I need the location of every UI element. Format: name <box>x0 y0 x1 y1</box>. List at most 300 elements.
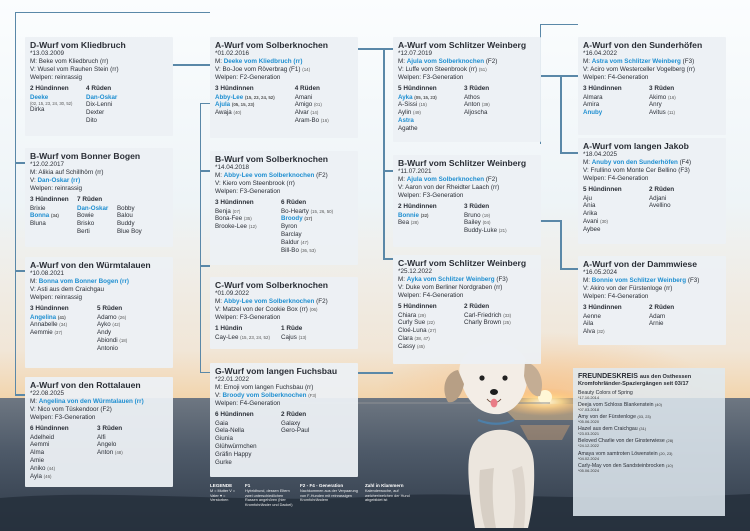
connector-line <box>200 170 210 172</box>
puppy-group-header: 3 Hündinnen <box>30 305 69 313</box>
father-line <box>583 285 721 293</box>
puppy-name-text: Gräfin Happy <box>215 450 252 458</box>
litter-card <box>578 138 726 244</box>
puppy-note: (15, 23, 24, 52) <box>240 334 270 340</box>
puppy-group-header: 1 Rüde <box>281 325 303 333</box>
connector-line <box>540 75 578 77</box>
puppy-group <box>215 199 281 254</box>
father-key: V: <box>398 66 406 74</box>
freundeskreis-title: FREUNDESKREIS <box>578 373 638 380</box>
puppy-name <box>398 117 464 125</box>
mother-line <box>215 298 353 306</box>
welpen-value: F3-Generation <box>422 74 464 82</box>
connector-line <box>15 12 16 394</box>
mother-line <box>30 398 168 406</box>
mother-key: M: <box>215 298 224 306</box>
puppy-group <box>215 325 281 341</box>
puppy-name <box>398 312 464 320</box>
puppy-name-text: Barclay <box>281 231 302 239</box>
puppy-group-header: 5 Hündinnen <box>398 303 437 311</box>
puppy-name <box>281 239 353 247</box>
mother-generation: (F2) <box>316 298 328 306</box>
connector-line <box>383 128 385 258</box>
puppy-name-text: Clara <box>398 335 413 343</box>
puppy-name <box>97 314 157 322</box>
puppy-name <box>281 215 353 223</box>
puppy-name-text: Aram-Bo <box>294 117 320 125</box>
welpen-key: Welpen: <box>30 294 53 302</box>
puppy-name-text: Gurke <box>215 458 232 466</box>
puppy-name <box>30 205 77 213</box>
puppy-name <box>215 208 281 216</box>
puppy-name-text: Andy <box>97 329 112 337</box>
puppy-name-text: Awaja <box>215 109 232 117</box>
legend-item <box>210 483 242 503</box>
welpen-value: F4-Generation <box>607 175 649 183</box>
puppy-name <box>86 109 141 117</box>
legend-item <box>365 483 410 503</box>
puppy-name-text: Amira <box>583 101 600 109</box>
litter-title: A-Wurf von den Rottalauen <box>30 380 141 390</box>
friend-entry <box>578 402 720 413</box>
puppy-group-header: 6 Hündinnen <box>215 411 254 419</box>
puppy-group <box>117 196 157 235</box>
puppy-note: (05, 15, 23) <box>231 102 255 108</box>
welpen-key: Welpen: <box>583 74 606 82</box>
friend-name-text: Beauty Colors of Spring <box>578 389 633 396</box>
freundeskreis-title-rest: aus den Osthessen <box>639 374 692 380</box>
puppy-name <box>398 335 464 343</box>
mother-key: M: <box>398 276 407 284</box>
friend-birthdate: *05.06.2024 <box>578 467 599 473</box>
welpen-key: Welpen: <box>30 414 53 422</box>
puppy-name-text: Alfi <box>97 433 106 441</box>
welpen-line <box>215 314 353 322</box>
father-name: Aaron von der Rheidter Laach (rr) <box>405 184 500 192</box>
litter-card <box>578 37 726 135</box>
puppy-name-text: Cassy <box>398 342 416 350</box>
puppy-name <box>583 328 649 336</box>
puppy-name-text: Astra <box>398 117 414 125</box>
welpen-value: F3-Generation <box>54 414 96 422</box>
father-name: Wusel vom Rauhen Stein (rr) <box>37 66 119 74</box>
mother-line <box>398 276 536 284</box>
litter-title: B-Wurf vom Schlitzer Weinberg <box>398 158 527 168</box>
puppy-name <box>464 319 524 327</box>
litter-title: A-Wurf vom Schlitzer Weinberg <box>398 40 527 50</box>
puppy-name <box>583 226 649 234</box>
welpen-key: Welpen: <box>583 293 606 301</box>
mother-name: Bonna vom Bonner Bogen (rr) <box>38 278 130 286</box>
puppy-note: (15, 23, 24, 52) <box>244 94 275 100</box>
puppy-note: (30) <box>600 219 608 225</box>
litter-title: B-Wurf vom Bonner Bogen <box>30 151 141 161</box>
welpen-line <box>398 292 536 300</box>
connector-line <box>560 268 578 270</box>
puppy-group <box>281 411 341 466</box>
puppy-name-text: A-Sissi <box>398 101 418 109</box>
puppies-section <box>215 85 353 124</box>
puppy-note: (01) <box>313 102 322 108</box>
puppy-name <box>215 459 281 467</box>
welpen-value: reinrassig <box>54 74 83 82</box>
puppy-note: (14) <box>310 110 319 116</box>
litter-card <box>25 37 173 136</box>
puppy-name <box>30 329 97 337</box>
puppy-group <box>583 186 649 233</box>
litter-title: D-Wurf vom Kliedbruch <box>30 40 126 50</box>
puppy-group <box>281 325 341 341</box>
puppy-group <box>77 196 117 235</box>
welpen-key: Welpen: <box>30 74 53 82</box>
puppy-group <box>583 85 649 117</box>
puppy-name <box>215 420 281 428</box>
puppy-name <box>30 314 97 322</box>
puppy-group-header: 2 Hündinnen <box>30 85 69 93</box>
mother-name: Ayka vom Schlitzer Weinberg <box>406 276 495 284</box>
puppy-note: (27) <box>428 328 437 334</box>
puppy-name-text: Bowie <box>77 212 94 220</box>
puppy-note: (13) <box>298 334 307 340</box>
puppy-group-header: 3 Hündinnen <box>583 304 622 312</box>
puppy-name-text: Bo-Hearty <box>281 207 309 215</box>
puppy-note: (02, 15, 23, 24, 30, 52) <box>30 101 73 107</box>
litter-title: G-Wurf vom langen Fuchsbau <box>215 366 338 376</box>
puppy-name-text: Athos <box>464 93 480 101</box>
litter-card <box>393 37 541 142</box>
father-name: Akiro von der Fürstenloge (rr) <box>590 285 673 293</box>
father-line <box>215 392 353 400</box>
puppy-name-text: Buddy-Luke <box>464 227 498 235</box>
mother-key: M: <box>30 169 39 177</box>
litter-date: *01.02.2016 <box>215 50 249 57</box>
mother-name: Angelina von den Würmtalauen (rr) <box>38 398 144 406</box>
puppy-name-text: Amani <box>294 93 313 101</box>
puppies-section <box>398 203 536 235</box>
puppy-group <box>97 305 157 352</box>
puppy-name <box>649 101 709 109</box>
father-key: V: <box>215 392 223 400</box>
puppies-section <box>398 85 536 132</box>
puppy-group <box>649 186 709 233</box>
mother-key: M: <box>398 176 407 184</box>
puppy-name-text: Angelina <box>30 313 57 321</box>
litter-card <box>210 37 358 138</box>
puppy-name <box>281 247 353 255</box>
mother-generation: (F4) <box>679 159 692 167</box>
welpen-value: F3-Generation <box>422 192 464 200</box>
puppy-name-text: Amigo <box>294 101 313 109</box>
puppy-group-header: 2 Hündinnen <box>398 203 437 211</box>
father-key: V: <box>583 285 591 293</box>
puppy-name-text: Balou <box>117 212 133 220</box>
friend-note: (31) <box>639 426 647 432</box>
welpen-value: F4-Generation <box>422 292 464 300</box>
puppy-name <box>30 434 97 442</box>
welpen-key: Welpen: <box>398 74 421 82</box>
puppy-name <box>583 218 649 226</box>
mother-name: Deeke vom Kliedbruch (rr) <box>223 58 303 66</box>
puppies-section <box>583 186 721 233</box>
puppy-group-header <box>117 196 157 204</box>
father-key: V: <box>215 306 223 314</box>
mother-line <box>215 172 353 180</box>
puppy-name <box>464 227 524 235</box>
mother-line <box>583 277 721 285</box>
puppy-name-text: Bea <box>398 219 410 227</box>
puppy-name <box>215 223 281 231</box>
connector-line <box>358 372 393 374</box>
puppy-name <box>30 473 97 481</box>
puppy-name <box>583 320 649 328</box>
puppy-name-text: Bonna <box>30 212 50 220</box>
litter-card <box>393 155 541 247</box>
mother-generation: (F3) <box>687 277 700 285</box>
puppy-group <box>464 85 524 132</box>
puppy-group <box>583 304 649 336</box>
puppy-name <box>398 212 464 220</box>
puppy-name <box>77 228 117 236</box>
puppy-group <box>215 411 281 466</box>
litter-date: *22.01.2022 <box>215 376 249 383</box>
puppy-note: (29) <box>417 312 426 318</box>
puppy-name-text: Curly Sue <box>398 319 426 327</box>
legend-text: M = Mutter V = Vater ♥ = Verstorben <box>210 489 236 503</box>
puppy-name-text: Amie <box>30 457 45 465</box>
litter-title: C-Wurf vom Schlitzer Weinberg <box>398 258 527 268</box>
puppy-group <box>464 203 524 235</box>
mother-name: Abby-Lee vom Solberknochen <box>223 298 315 306</box>
father-name: Nico vom Tüskendoor (F2) <box>37 406 112 414</box>
puppy-name <box>215 94 295 102</box>
welpen-line <box>583 74 721 82</box>
father-line <box>583 66 721 74</box>
welpen-value: F4-Generation <box>607 74 649 82</box>
litter-card <box>25 257 173 368</box>
welpen-key: Welpen: <box>215 188 238 196</box>
mother-generation: (F2) <box>485 176 498 184</box>
puppy-note: (17) <box>304 216 313 222</box>
litter-card <box>393 255 541 364</box>
puppy-group-header: 5 Hündinnen <box>398 85 437 93</box>
mother-generation: (F3) <box>496 276 508 284</box>
father-line <box>215 180 353 188</box>
father-note: (06) <box>309 307 318 313</box>
connector-line <box>200 103 210 373</box>
mother-key: M: <box>583 159 592 167</box>
puppy-name-text: Cajus <box>281 333 297 341</box>
puppies-section <box>215 411 353 466</box>
puppy-name <box>97 321 157 329</box>
mother-name: Beke vom Kliedbruch (rr) <box>38 58 109 66</box>
puppy-group-header: 3 Rüden <box>464 85 490 93</box>
puppy-name-text: Abiondi <box>97 337 118 345</box>
puppy-group <box>398 203 464 235</box>
puppy-name <box>117 228 157 236</box>
puppy-name-text: Brisko <box>77 220 95 228</box>
puppy-name-text: Gaia <box>215 419 229 427</box>
father-line <box>398 184 536 192</box>
legend-title: F2 - F4 - Generation <box>300 483 344 488</box>
puppy-name <box>464 212 524 220</box>
litter-card <box>578 256 726 345</box>
mother-key: M: <box>215 172 224 180</box>
connector-line <box>15 270 25 272</box>
puppy-name <box>30 106 86 114</box>
puppy-name <box>30 94 86 102</box>
connector-line <box>358 48 393 50</box>
father-key: V: <box>583 167 591 175</box>
father-note: (14) <box>302 67 311 73</box>
puppy-group-header: 2 Rüden <box>649 186 675 194</box>
friend-name-text: Deeja vom Schloss Blankenstein <box>578 401 654 408</box>
freundeskreis-box <box>573 368 725 516</box>
puppy-name <box>215 427 281 435</box>
connector-line <box>15 162 25 164</box>
welpen-key: Welpen: <box>30 185 53 193</box>
puppy-name <box>77 205 117 213</box>
friend-name-text: Hazel aus dem Craichgau <box>578 426 638 433</box>
welpen-key: Welpen: <box>215 74 238 82</box>
mother-key: M: <box>398 58 407 66</box>
puppy-name <box>86 94 141 102</box>
puppy-note: (07) <box>232 208 241 214</box>
litter-date: *16.05.2024 <box>583 269 617 276</box>
puppy-name <box>398 101 464 109</box>
puppy-name-text: Alvar <box>294 109 309 117</box>
puppy-name <box>649 313 709 321</box>
puppy-name <box>583 101 649 109</box>
welpen-key: Welpen: <box>215 314 238 322</box>
mother-line <box>30 58 168 66</box>
puppy-group-header: 3 Hündinnen <box>583 85 622 93</box>
puppy-group-header: 4 Rüden <box>86 85 112 93</box>
puppy-name <box>583 202 649 210</box>
puppy-group <box>30 425 97 480</box>
puppy-name <box>77 212 117 220</box>
father-name: Matzel von der Cookie Box (rr) <box>222 306 308 314</box>
puppy-group-header: 7 Rüden <box>77 196 103 204</box>
father-note: (51) <box>478 67 487 73</box>
friend-entry <box>578 414 720 425</box>
puppy-note: (49) <box>413 110 421 116</box>
puppy-name-text: Carl-Friedrich <box>464 311 502 319</box>
puppy-name <box>649 109 709 117</box>
mother-name: Ajula vom Solberknochen <box>406 176 485 184</box>
puppy-name-text: Almara <box>583 93 603 101</box>
puppy-name-text: Dirka <box>30 106 45 114</box>
legend-text: Kalenderwoche, auf welcher/welchen der Hund abgebildet ist <box>365 489 410 503</box>
puppy-name-text: Deeke <box>30 93 49 101</box>
puppy-name <box>30 441 97 449</box>
puppy-name-text: Adam <box>649 312 666 320</box>
puppy-name <box>583 94 649 102</box>
puppy-group <box>398 85 464 132</box>
father-name: Aciro vom Westerceller Vogelberg (rr) <box>590 66 695 74</box>
puppy-group-header: 2 Rüden <box>649 304 675 312</box>
puppy-name-text: Alma <box>30 449 45 457</box>
welpen-line <box>398 192 536 200</box>
puppy-name-text: Ajula <box>215 101 231 109</box>
litter-date: *13.03.2009 <box>30 50 64 57</box>
puppy-name-text: Cay-Lee <box>215 333 239 341</box>
father-key: V: <box>398 284 406 292</box>
puppy-name <box>649 320 709 328</box>
mother-key: M: <box>583 58 592 66</box>
mother-line <box>215 384 353 392</box>
litter-card <box>25 377 173 487</box>
puppy-name <box>398 125 464 133</box>
puppy-name-text: Dix-Lenni <box>86 101 113 109</box>
friend-note: (20, 23) <box>659 450 673 456</box>
puppy-name <box>215 101 295 109</box>
puppy-name-text: Ayla <box>30 472 42 480</box>
litter-date: *16.04.2022 <box>583 50 617 57</box>
puppy-name-text: Aila <box>583 320 594 328</box>
puppy-name-text: Anuby <box>583 109 603 117</box>
mother-key: M: <box>30 58 39 66</box>
puppy-name-text: Adjani <box>649 194 667 202</box>
litter-title: A-Wurf von der Dammwiese <box>583 259 697 269</box>
father-line <box>30 177 168 185</box>
mother-line <box>215 58 353 66</box>
puppy-name-text: Brixie <box>30 204 46 212</box>
puppy-name <box>583 109 649 117</box>
puppy-note: (21) <box>498 228 507 234</box>
friend-entry <box>578 451 720 462</box>
puppy-group-header: 3 Rüden <box>97 425 123 433</box>
legend-title: LEGENDE <box>210 483 233 488</box>
puppy-name <box>398 319 464 327</box>
puppy-name-text: Adamo <box>97 313 117 321</box>
puppy-name <box>295 109 353 117</box>
puppy-note: (44) <box>47 465 56 471</box>
puppy-note: (34) <box>50 213 59 219</box>
mother-line <box>398 176 536 184</box>
puppy-note: (41) <box>57 314 66 320</box>
father-name: Asti aus dem Craichgau <box>37 286 104 294</box>
welpen-key: Welpen: <box>398 292 421 300</box>
mother-line <box>583 159 721 167</box>
legend-title: F1 <box>245 483 251 488</box>
puppy-note: (18) <box>119 338 128 344</box>
puppies-section <box>398 303 536 350</box>
puppy-name <box>464 101 524 109</box>
puppy-name <box>215 215 281 223</box>
puppy-name <box>30 220 77 228</box>
puppy-note: (45) <box>416 343 425 349</box>
puppy-name-text: Annabelle <box>30 321 58 329</box>
friend-name-text: Beloved Charlie von der Ginsterwiese <box>578 438 665 445</box>
puppy-name <box>215 109 295 117</box>
puppy-name-text: Glühwürmchen <box>215 443 257 451</box>
friend-entry <box>578 390 720 401</box>
mother-key: M: <box>583 277 592 285</box>
mother-line <box>398 58 536 66</box>
puppy-note: (26) <box>118 314 127 320</box>
mother-name: Bonnie vom Schlitzer Weinberg <box>591 277 687 285</box>
father-line <box>30 406 168 414</box>
legend-title: Zahl in Klammern <box>365 483 404 488</box>
friend-name-text: Amy von der Fürstenloge <box>578 413 636 420</box>
puppy-note: (04) <box>482 220 491 226</box>
welpen-value: reinrassig <box>54 294 83 302</box>
puppy-note: (16) <box>320 118 329 124</box>
puppy-note: (47) <box>300 239 309 245</box>
puppy-name <box>215 334 281 342</box>
puppy-note: (48) <box>114 450 123 456</box>
puppy-note: (33) <box>503 312 512 318</box>
